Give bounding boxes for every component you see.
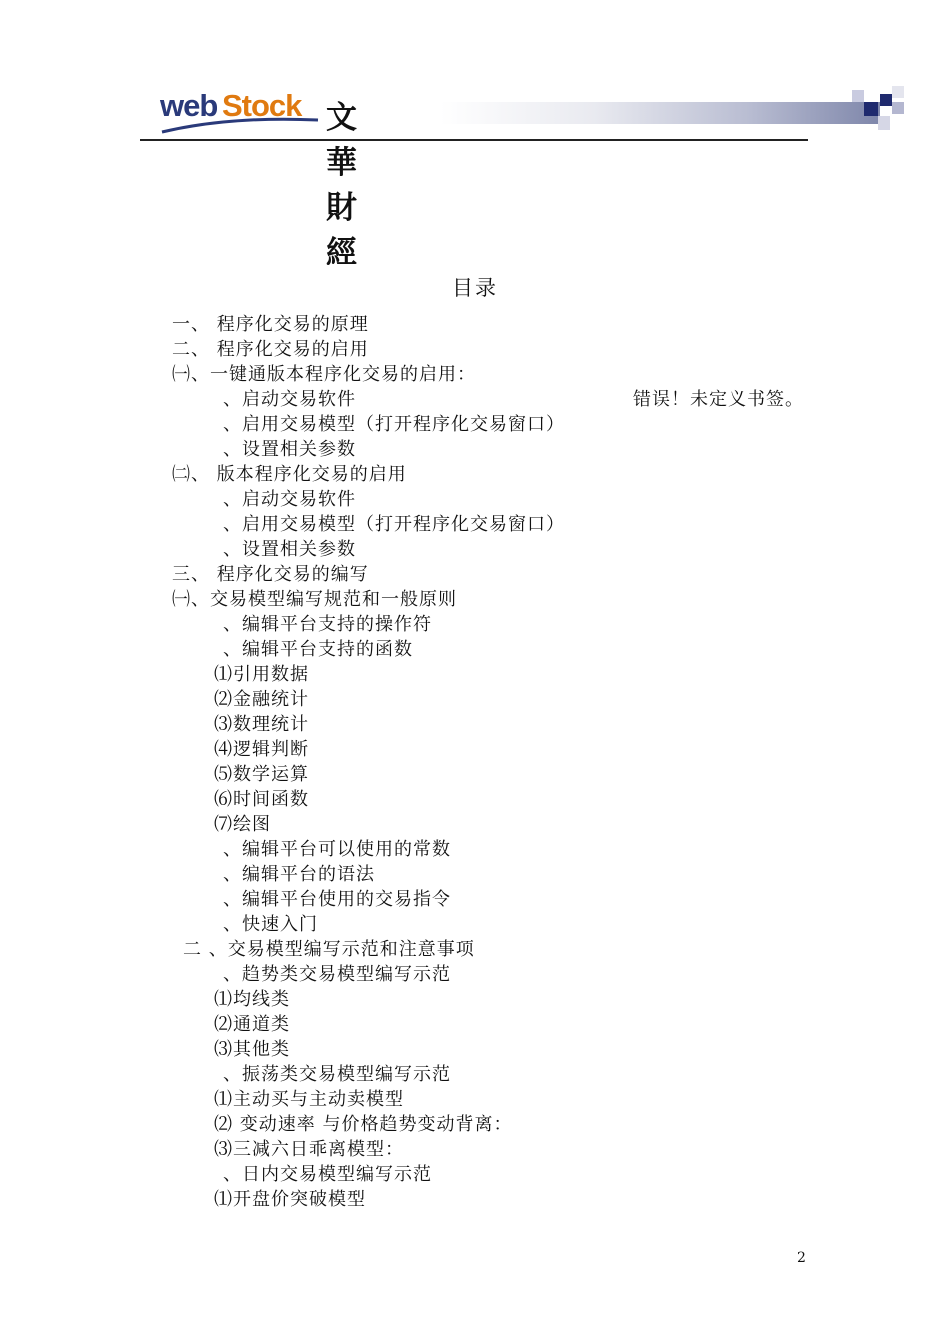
toc-entry[interactable]: 、趋势类交易模型编写示范	[223, 964, 451, 985]
toc-title: 目录	[452, 276, 498, 300]
toc-entry[interactable]: ⑶其他类	[214, 1039, 290, 1060]
toc-entry[interactable]: 、编辑平台支持的操作符	[223, 614, 432, 635]
letterhead	[140, 80, 910, 271]
toc-entry[interactable]: ⑶三减六日乖离模型：	[214, 1139, 404, 1160]
page-number: 2	[797, 1250, 806, 1266]
toc-entry[interactable]: 、编辑平台可以使用的常数	[223, 839, 451, 860]
toc-entry[interactable]: ⑹时间函数	[214, 789, 309, 810]
toc-entry[interactable]: ⑵金融统计	[214, 689, 309, 710]
toc-entry[interactable]: ⑴主动买与主动卖模型	[214, 1089, 404, 1110]
toc-entry[interactable]: ⑴开盘价突破模型	[214, 1189, 366, 1210]
decor-square-icon	[852, 90, 864, 102]
toc-entry[interactable]: ㈡、 版本程序化交易的启用	[172, 464, 407, 485]
decor-square-icon	[878, 116, 890, 130]
toc-entry[interactable]: ⑶数理统计	[214, 714, 309, 735]
toc-entry[interactable]: 、日内交易模型编写示范	[223, 1164, 432, 1185]
logo-chinese-text: 文華財經	[326, 100, 358, 271]
decor-square-icon	[892, 86, 904, 98]
decor-square-icon	[892, 102, 904, 114]
toc-entry[interactable]: 、快速入门	[223, 914, 318, 935]
toc-entry[interactable]: ㈠、一键通版本程序化交易的启用：	[172, 364, 476, 385]
logo-web-text: web	[160, 88, 218, 123]
decor-square-icon	[864, 102, 878, 116]
toc-entry[interactable]: 、启动交易软件	[223, 489, 356, 510]
bookmark-error-note: 错误！未定义书签。	[633, 389, 804, 410]
toc-entry[interactable]: 、编辑平台的语法	[223, 864, 375, 885]
toc-entry[interactable]: 、设置相关参数	[223, 539, 356, 560]
logo-swoosh-icon	[160, 114, 320, 134]
toc-entry[interactable]: 、振荡类交易模型编写示范	[223, 1064, 451, 1085]
toc-entry[interactable]: 、启用交易模型（打开程序化交易窗口）	[223, 514, 565, 535]
toc-entry[interactable]: ⑴均线类	[214, 989, 290, 1010]
toc-entry[interactable]: ⑵通道类	[214, 1014, 290, 1035]
toc-entry[interactable]: 、启用交易模型（打开程序化交易窗口）	[223, 414, 565, 435]
toc-entry[interactable]: 、设置相关参数	[223, 439, 356, 460]
toc-entry[interactable]: ⑷逻辑判断	[214, 739, 309, 760]
toc-entry[interactable]: 、启动交易软件	[223, 389, 356, 410]
toc-entry[interactable]: ⑺绘图	[214, 814, 271, 835]
toc-entry[interactable]: ㈠、交易模型编写规范和一般原则	[172, 589, 457, 610]
decor-square-icon	[880, 94, 892, 106]
header-gradient-bar	[440, 102, 880, 124]
toc-entry[interactable]: 三、 程序化交易的编写	[172, 564, 369, 585]
toc-entry[interactable]: 、编辑平台支持的函数	[223, 639, 413, 660]
toc-entry[interactable]: ⑸数学运算	[214, 764, 309, 785]
toc-entry[interactable]: 二、 程序化交易的启用	[172, 339, 369, 360]
toc-entry[interactable]: ⑵ 变动速率 与价格趋势变动背离：	[214, 1114, 513, 1135]
toc-entry[interactable]: ⑴引用数据	[214, 664, 309, 685]
toc-entry[interactable]: 二 、交易模型编写示范和注意事项	[183, 939, 475, 960]
logo-stock-text: Stock	[222, 88, 302, 123]
toc-entry[interactable]: 、编辑平台使用的交易指令	[223, 889, 451, 910]
header-rule	[140, 139, 808, 141]
toc-entry[interactable]: 一、 程序化交易的原理	[172, 314, 369, 335]
